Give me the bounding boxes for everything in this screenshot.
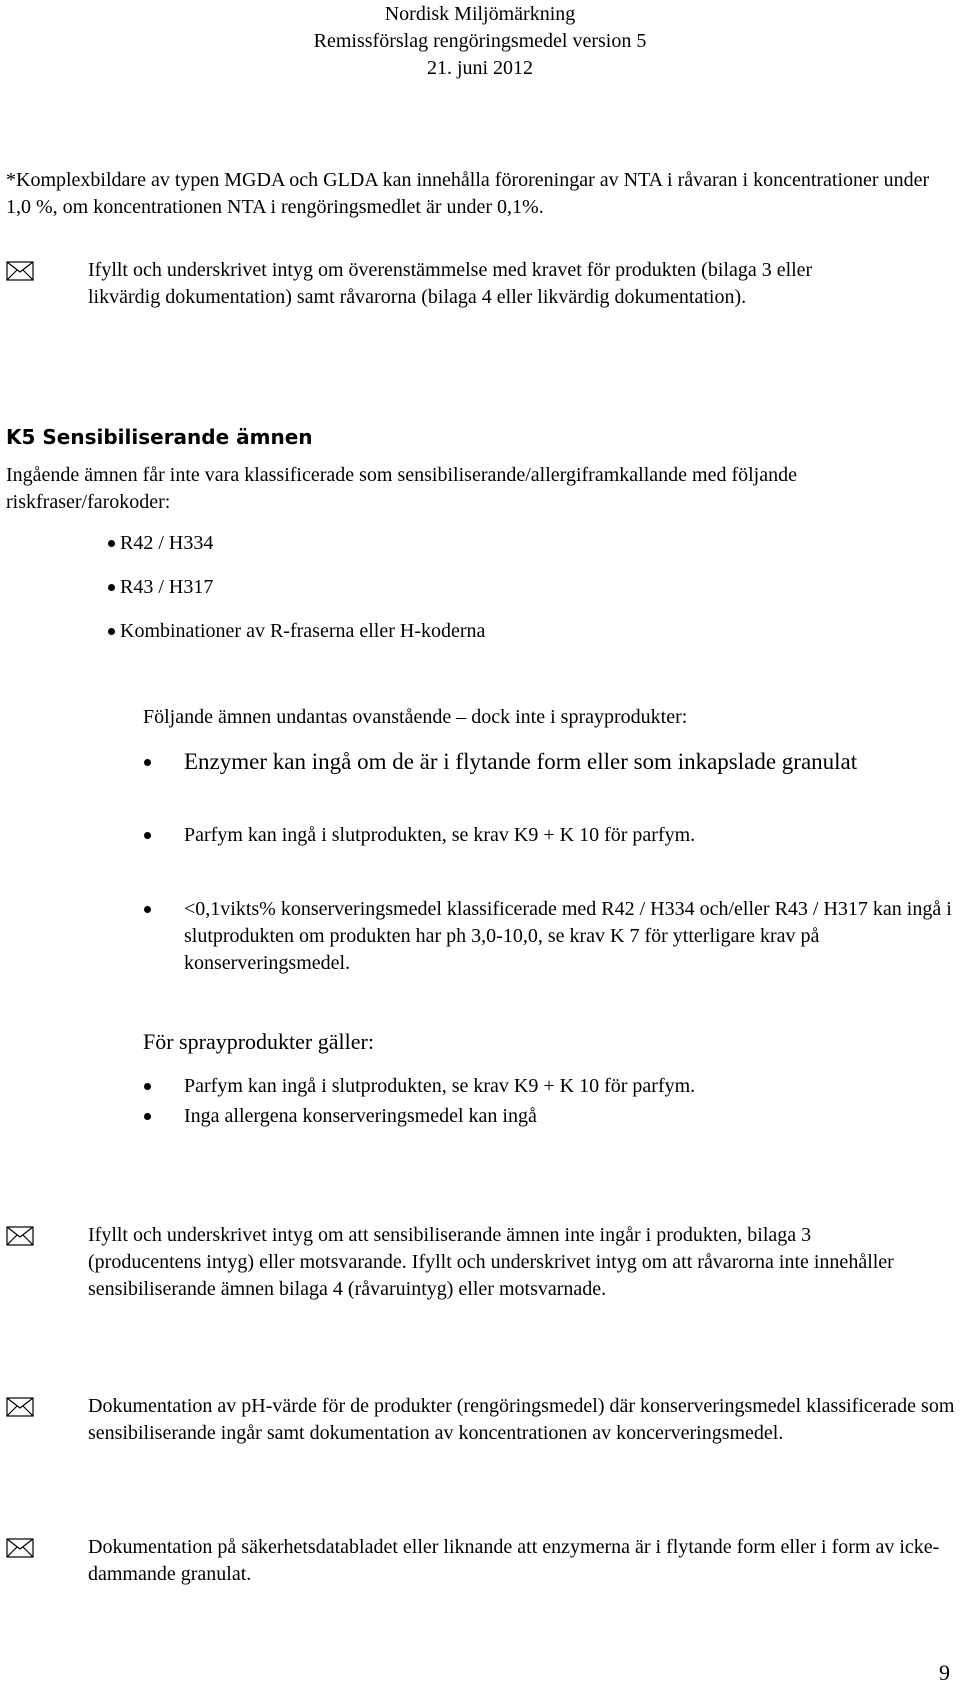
doc-requirement-text: Ifyllt och underskrivet intyg om att sensibiliserande ämnen inte ingår i produkten, bilaga 3 (producentens intyg) eller motsvarande. Ifyllt och underskrivet intyg om att råvarorna inte innehåller sensibiliserande ämnen bilaga 4 (råvaruintyg) eller motsvarnade.: [88, 1224, 894, 1300]
doc-requirement-text: Dokumentation på säkerhetsdatabladet eller liknande att enzymerna är i flytande form eller i form av icke-dammande granulat.: [88, 1536, 940, 1585]
doc-requirement-text: Ifyllt och underskrivet intyg om överenstämmelse med kravet för produkten (bilaga 3 eller likvärdig dokumentation) samt råvarorna (bilaga 4 eller likvärdig dokumentation).: [88, 259, 813, 308]
header-document-title: Remissförslag rengöringsmedel version 5: [313, 30, 647, 52]
bullet-icon: [144, 759, 151, 766]
list-item: Parfym kan ingå i slutprodukten, se krav K9 + K 10 för parfym.: [184, 1075, 696, 1097]
bullet-icon: [144, 832, 151, 839]
envelope-icon: [6, 1538, 34, 1558]
list-item: R43 / H317: [120, 576, 214, 598]
footnote: *Komplexbildare av typen MGDA och GLDA kan innehålla föroreningar av NTA i råvaran i koncentrationer under 1,0 %, om koncentrationen NTA i rengöringsmedlet är under 0,1%.: [6, 169, 930, 218]
envelope-icon: [6, 261, 34, 281]
spray-intro: För sprayprodukter gäller:: [143, 1029, 374, 1054]
list-item: Parfym kan ingå i slutprodukten, se krav K9 + K 10 för parfym.: [184, 824, 696, 846]
list-item: Enzymer kan ingå om de är i flytande form eller som inkapslade granulat: [184, 749, 858, 774]
bullet-icon: [144, 1113, 151, 1120]
page-header: [0, 0, 960, 82]
bullet-icon: [144, 1083, 151, 1090]
section-title: K5 Sensibiliserande ämnen: [6, 425, 313, 449]
page-number: 9: [939, 1660, 950, 1685]
list-item: Kombinationer av R-fraserna eller H-koderna: [120, 620, 486, 642]
doc-requirement-text: Dokumentation av pH-värde för de produkter (rengöringsmedel) där konserveringsmedel klassificerade som sensibiliserande ingår samt dokumentation av koncentrationen av koncerveringsmedel.: [88, 1395, 955, 1444]
envelope-icon: [6, 1226, 34, 1246]
header-date: 21. juni 2012: [426, 57, 534, 79]
envelope-icon: [6, 1397, 34, 1417]
header-organization: Nordisk Miljömärkning: [384, 3, 576, 25]
bullet-icon: [108, 628, 115, 635]
bullet-icon: [108, 540, 115, 547]
exceptions-intro: Följande ämnen undantas ovanstående – dock inte i sprayprodukter:: [143, 706, 688, 728]
list-item: Inga allergena konserveringsmedel kan ingå: [184, 1105, 537, 1127]
bullet-icon: [108, 584, 115, 591]
list-item: R42 / H334: [120, 532, 214, 554]
section-intro: Ingående ämnen får inte vara klassificerade som sensibiliserande/allergiframkallande med följande riskfraser/farokoder:: [6, 464, 797, 513]
bullet-icon: [144, 906, 151, 913]
list-item: <0,1vikts% konserveringsmedel klassificerade med R42 / H334 och/eller R43 / H317 kan ingå i slutprodukten om produkten har ph 3,0-10,0, se krav K 7 för ytterligare krav på konserveringsmedel.: [184, 898, 952, 974]
